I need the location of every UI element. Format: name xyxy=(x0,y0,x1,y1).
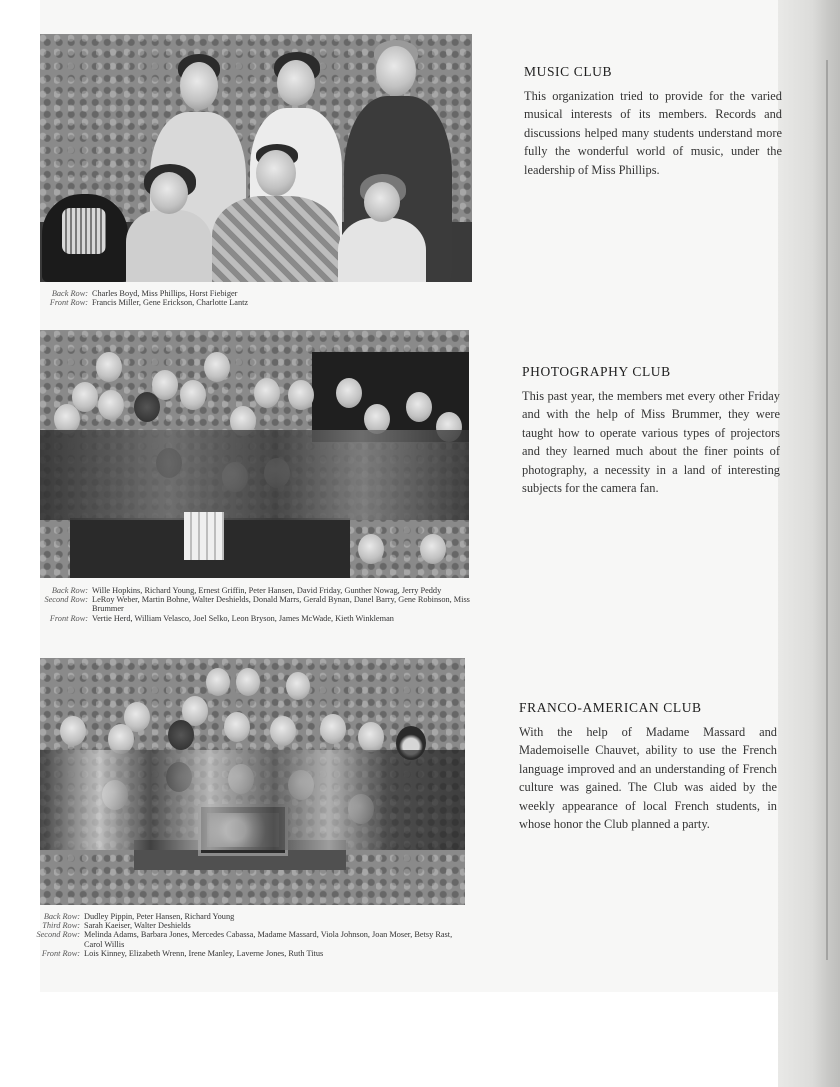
caption-row xyxy=(30,614,470,623)
caption-row xyxy=(22,930,472,948)
caption-row-label: Third Row: xyxy=(42,921,80,931)
caption-row xyxy=(22,912,472,921)
caption-row-names: Sarah Kaeiser, Walter Deshields xyxy=(84,921,191,931)
caption-row xyxy=(22,949,472,958)
caption-row-names: Vertie Herd, William Velasco, Joel Selko, Leon Bryson, James McWade, Kieth Winkleman xyxy=(92,613,394,623)
caption-row xyxy=(30,586,470,595)
caption-row-label: Back Row: xyxy=(43,912,80,921)
caption-row xyxy=(30,595,470,613)
caption-row-names: Dudley Pippin, Peter Hansen, Richard Young xyxy=(84,912,235,921)
caption-row xyxy=(22,921,472,930)
caption-row-label: Back Row: xyxy=(51,586,88,595)
section-body: This organization tried to provide for the varied musical interests of its members. Records and discussions helped many students understand more fully the wonderful world of music, under the leadership of Miss Phillips. xyxy=(524,89,782,177)
page-edge-line xyxy=(826,60,828,960)
section-body: This past year, the members met every other Friday and with the help of Miss Brummer, they were taught how to operate various types of projectors and they learned much about the finer points of photography, a necessity in a land of interesting subjects for the camera fan. xyxy=(522,389,780,496)
caption-row-label: Second Row: xyxy=(36,930,80,940)
books-image xyxy=(184,512,224,560)
caption-row-label: Front Row: xyxy=(41,948,80,958)
franco-american-club-text xyxy=(519,700,777,833)
radio-image xyxy=(42,194,128,282)
caption-row-label: Second Row: xyxy=(44,595,88,605)
book-spine-shadow xyxy=(778,0,840,1087)
music-club-caption xyxy=(30,289,470,307)
caption-row xyxy=(30,298,470,307)
photography-club-photo xyxy=(40,330,469,578)
caption-row-names: Charles Boyd, Miss Phillips, Horst Fiebiger xyxy=(92,289,238,298)
music-club-photo xyxy=(40,34,472,282)
section-body: With the help of Madame Massard and Mademoiselle Chauvet, ability to use the French language improved and an understanding of French culture was gained. The Club was aided by the weekly appearance of local French students, in whose honor the Club planned a party. xyxy=(519,725,777,832)
caption-row-label: Front Row: xyxy=(49,613,88,623)
caption-row-names: Francis Miller, Gene Erickson, Charlotte Lantz xyxy=(92,298,249,308)
caption-row-names: LeRoy Weber, Martin Bohne, Walter Deshields, Donald Marrs, Gerald Bynan, Danel Barry, Gene Robinson, Miss Brummer xyxy=(92,595,470,614)
caption-row-names: Lois Kinney, Elizabeth Wrenn, Irene Manley, Laverne Jones, Ruth Titus xyxy=(84,948,324,958)
caption-row-names: Wille Hopkins, Richard Young, Ernest Griffin, Peter Hansen, David Friday, Gunther Nowag, Jerry Peddy xyxy=(92,586,442,595)
photography-club-caption xyxy=(30,586,470,623)
section-title: MUSIC CLUB xyxy=(524,64,613,79)
caption-row-label: Back Row: xyxy=(51,289,88,298)
franco-american-club-photo xyxy=(40,658,465,905)
franco-american-club-caption xyxy=(22,912,472,958)
photography-club-text xyxy=(522,364,780,497)
caption-row-label: Front Row: xyxy=(49,298,88,308)
section-title: FRANCO-AMERICAN CLUB xyxy=(519,700,702,715)
caption-row xyxy=(30,289,470,298)
music-club-text xyxy=(524,64,782,179)
section-title: PHOTOGRAPHY CLUB xyxy=(522,364,671,379)
caption-row-names: Melinda Adams, Barbara Jones, Mercedes Cabassa, Madame Massard, Viola Johnson, Joan Moser, Betsy Rast, Carol Willis xyxy=(84,930,453,949)
